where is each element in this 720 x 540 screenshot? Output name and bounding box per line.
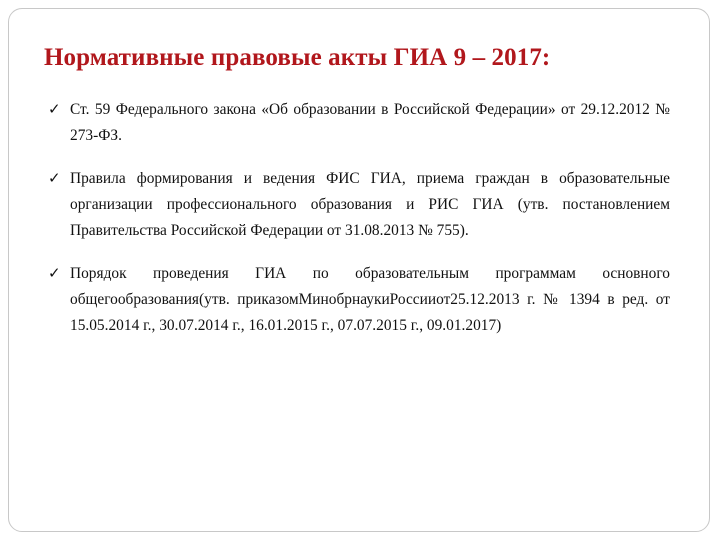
checkmark-icon: ✓	[48, 264, 61, 282]
list-item-text: Ст. 59 Федерального закона «Об образовании в Российской Федерации» от 29.12.2012 № 273-ФЗ.	[70, 101, 670, 144]
list-item-text: Правила формирования и ведения ФИС ГИА, приема граждан в образовательные организации профессионального образования и РИС ГИА (утв. постановлением Правительства Российской Федерации от 31.08.2013 № 755).	[70, 170, 670, 239]
checkmark-icon: ✓	[48, 169, 61, 187]
list-item	[44, 97, 670, 149]
list-item-text: Порядок проведения ГИА по образовательным программам основного общегообразования(утв. приказомМинобрнаукиРоссииот25.12.2013 г. № 1394 в ред. от 15.05.2014 г., 30.07.2014 г., 16.01.2015 г., 07.07.2015 г., 09.01.2017)	[70, 265, 670, 334]
checkmark-icon: ✓	[48, 100, 61, 118]
list-item	[44, 261, 670, 339]
bullet-list	[44, 97, 670, 356]
slide-title: Нормативные правовые акты ГИА 9 – 2017:	[44, 44, 551, 71]
list-item	[44, 166, 670, 244]
